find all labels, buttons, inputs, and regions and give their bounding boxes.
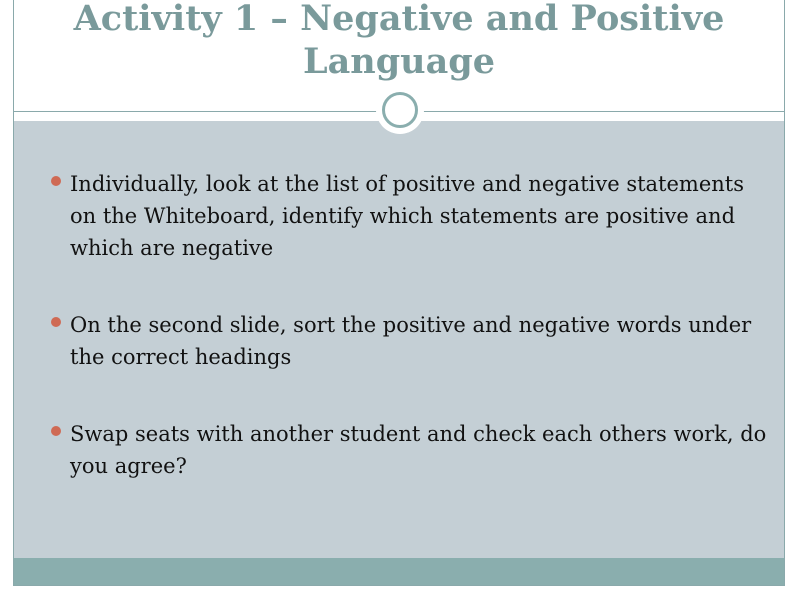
footer-band	[14, 558, 784, 585]
slide-title: Activity 1 – Negative and Positive Language	[73, 0, 725, 82]
bullet-list	[48, 168, 768, 482]
bullet-text: Swap seats with another student and check each others work, do you agree?	[70, 422, 767, 478]
circle-ornament-icon	[376, 86, 424, 134]
bullet-item	[48, 168, 768, 264]
bullet-item	[48, 309, 768, 373]
bullet-dot-icon	[51, 426, 61, 436]
bullet-dot-icon	[51, 176, 61, 186]
bullet-item	[48, 418, 768, 482]
bullet-text: On the second slide, sort the positive and negative words under the correct headings	[70, 313, 752, 369]
bullet-text: Individually, look at the list of positive and negative statements on the Whiteboard, identify which statements are positive and which are negative	[70, 172, 745, 260]
ring-icon	[382, 92, 418, 128]
bullet-dot-icon	[51, 317, 61, 327]
